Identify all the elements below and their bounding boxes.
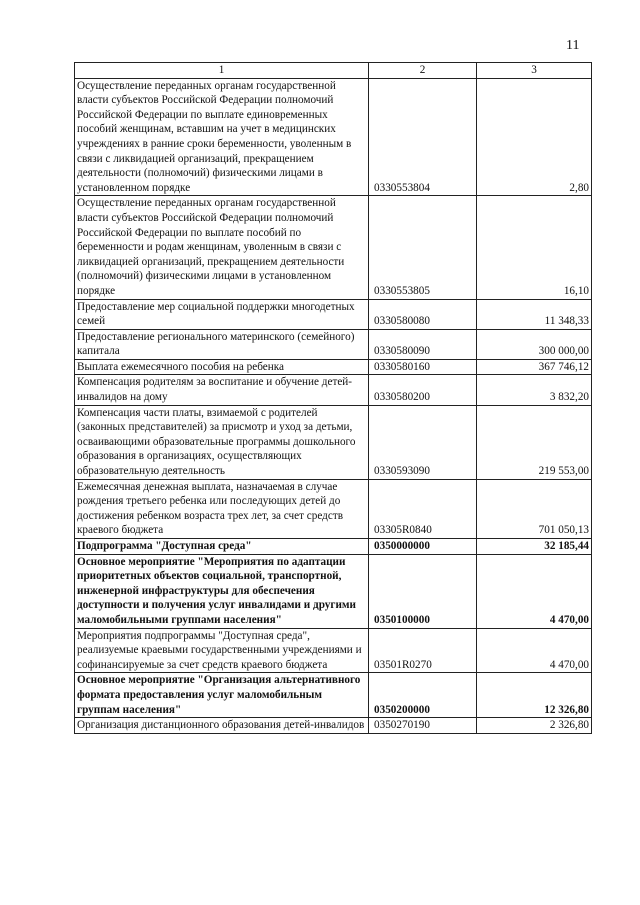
column-header: 3 — [477, 63, 592, 79]
row-amount-cell: 2,80 — [477, 78, 592, 196]
table-row — [75, 78, 592, 196]
table-row — [75, 718, 592, 734]
row-amount-cell: 16,10 — [477, 196, 592, 299]
row-name-cell: Предоставление регионального материнского (семейного) капитала — [75, 329, 369, 359]
column-header: 2 — [369, 63, 477, 79]
row-code-cell: 0330553804 — [369, 78, 477, 196]
row-code-cell: 0350270190 — [369, 718, 477, 734]
row-code-cell: 0330580090 — [369, 329, 477, 359]
row-code-cell: 0350000000 — [369, 539, 477, 555]
table-row — [75, 359, 592, 375]
table-row — [75, 673, 592, 718]
row-amount-cell: 3 832,20 — [477, 375, 592, 405]
row-code-cell: 0330593090 — [369, 405, 477, 479]
row-amount-cell: 300 000,00 — [477, 329, 592, 359]
row-code-cell: 0350100000 — [369, 554, 477, 628]
table-row — [75, 375, 592, 405]
row-amount-cell: 11 348,33 — [477, 299, 592, 329]
row-amount-cell: 12 326,80 — [477, 673, 592, 718]
row-name-cell: Организация дистанционного образования детей-инвалидов — [75, 718, 369, 734]
row-amount-cell: 32 185,44 — [477, 539, 592, 555]
column-header: 1 — [75, 63, 369, 79]
row-name-cell: Подпрограмма "Доступная среда" — [75, 539, 369, 555]
row-code-cell: 03501R0270 — [369, 628, 477, 673]
row-code-cell: 0330553805 — [369, 196, 477, 299]
row-name-cell: Осуществление переданных органам государственной власти субъектов Российской Федерации полномочий Российской Федерации по выплате единовременных пособий женщинам, вставшим на учет в медицинских учреждениях в ранние сроки беременности, уволенным в связи с ликвидацией организаций, прекращением деятельности (полномочий) физическими лицами в установленном порядке — [75, 78, 369, 196]
row-name-cell: Мероприятия подпрограммы "Доступная среда", реализуемые краевыми государственными учреждениями и софинансируемые за счет средств краевого бюджета — [75, 628, 369, 673]
row-code-cell: 0350200000 — [369, 673, 477, 718]
page-number: 11 — [566, 38, 580, 53]
table-row — [75, 539, 592, 555]
table-row — [75, 554, 592, 628]
row-code-cell: 0330580200 — [369, 375, 477, 405]
table-row — [75, 628, 592, 673]
row-code-cell: 0330580080 — [369, 299, 477, 329]
table-row — [75, 329, 592, 359]
row-name-cell: Основное мероприятие "Мероприятия по адаптации приоритетных объектов социальной, транспортной, инженерной инфраструктуры для обеспечения доступности и получения услуг инвалидами и другими маломобильными группами населения" — [75, 554, 369, 628]
row-name-cell: Компенсация части платы, взимаемой с родителей (законных представителей) за присмотр и уход за детьми, осваивающими образовательные программы дошкольного образования в организациях, осуществляющих образовательную деятельность — [75, 405, 369, 479]
row-name-cell: Предоставление мер социальной поддержки многодетных семей — [75, 299, 369, 329]
row-name-cell: Выплата ежемесячного пособия на ребенка — [75, 359, 369, 375]
table-row — [75, 479, 592, 538]
row-name-cell: Ежемесячная денежная выплата, назначаемая в случае рождения третьего ребенка или последующих детей до достижения ребенком возраста трех лет, за счет средств краевого бюджета — [75, 479, 369, 538]
table-row — [75, 299, 592, 329]
row-code-cell: 0330580160 — [369, 359, 477, 375]
table-row — [75, 405, 592, 479]
row-amount-cell: 367 746,12 — [477, 359, 592, 375]
row-name-cell: Основное мероприятие "Организация альтернативного формата предоставления услуг маломобильным группам населения" — [75, 673, 369, 718]
row-code-cell: 03305R0840 — [369, 479, 477, 538]
row-amount-cell: 701 050,13 — [477, 479, 592, 538]
row-amount-cell: 4 470,00 — [477, 554, 592, 628]
row-amount-cell: 219 553,00 — [477, 405, 592, 479]
row-amount-cell: 4 470,00 — [477, 628, 592, 673]
row-name-cell: Компенсация родителям за воспитание и обучение детей-инвалидов на дому — [75, 375, 369, 405]
budget-table — [74, 62, 592, 734]
table-row — [75, 196, 592, 299]
row-amount-cell: 2 326,80 — [477, 718, 592, 734]
table-header-row — [75, 63, 592, 79]
row-name-cell: Осуществление переданных органам государственной власти субъектов Российской Федерации полномочий Российской Федерации по выплате пособий по беременности и родам женщинам, уволенным в связи с ликвидацией организаций, прекращением деятельности (полномочий) физическими лицами в установленном порядке — [75, 196, 369, 299]
